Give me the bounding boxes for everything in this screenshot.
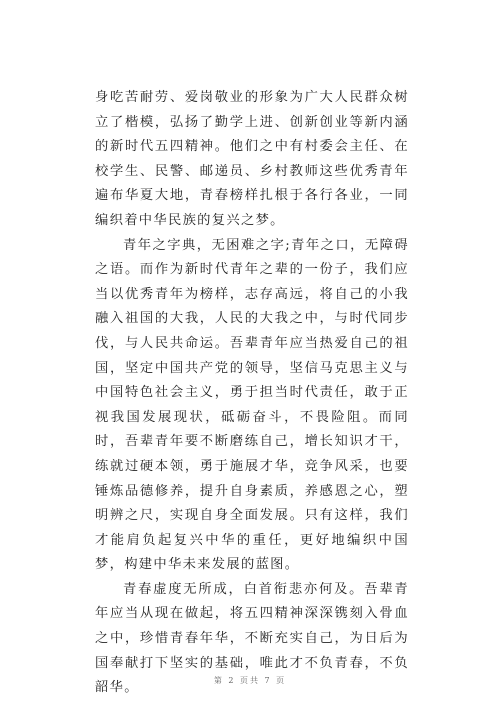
paragraph-1: 身吃苦耐劳、爱岗敬业的形象为广大人民群众树立了楷模，弘扬了勤学上进、创新创业等新内涵的新时代五四精神。他们之中有村委会主任、在校学生、民警、邮递员、乡村教师这些优秀青年遍布华夏大地，青春榜样扎根于各行各业，一同编织着中华民族的复兴之梦。: [95, 90, 409, 228]
page-number-label: 第 2 页共 7 页: [213, 676, 287, 685]
document-body: [95, 86, 409, 701]
paragraph-3: 青春虚度无所成，白首衔悲亦何及。吾辈青年应当从现在做起，将五四精神深深镌刻入骨血之中，珍惜青春年华，不断充实自己，为日后为国奉献打下坚实的基础，唯此才不负青春，不负韶华。: [95, 581, 409, 696]
page-footer: [0, 675, 500, 686]
paragraph-2: 青年之字典，无困难之字;青年之口，无障碍之语。而作为新时代青年之辈的一份子，我们应当以优秀青年为榜样，志存高远，将自己的小我融入祖国的大我，人民的大我之中，与时代同步伐，与人民共命运。吾辈青年应当热爱自己的祖国，坚定中国共产党的领导，坚信马克思主义与中国特色社会主义，勇于担当时代责任，敢于正视我国发展现状，砥砺奋斗，不畏险阻。而同时，吾辈青年要不断磨练自己，增长知识才干，练就过硬本领，勇于施展才华，竞争风采，也要锤炼品德修养，提升自身素质，养感恩之心，塑明辨之尺，实现自身全面发展。只有这样，我们才能肩负起复兴中华的重任，更好地编织中国梦，构建中华未来发展的蓝图。: [95, 237, 409, 573]
